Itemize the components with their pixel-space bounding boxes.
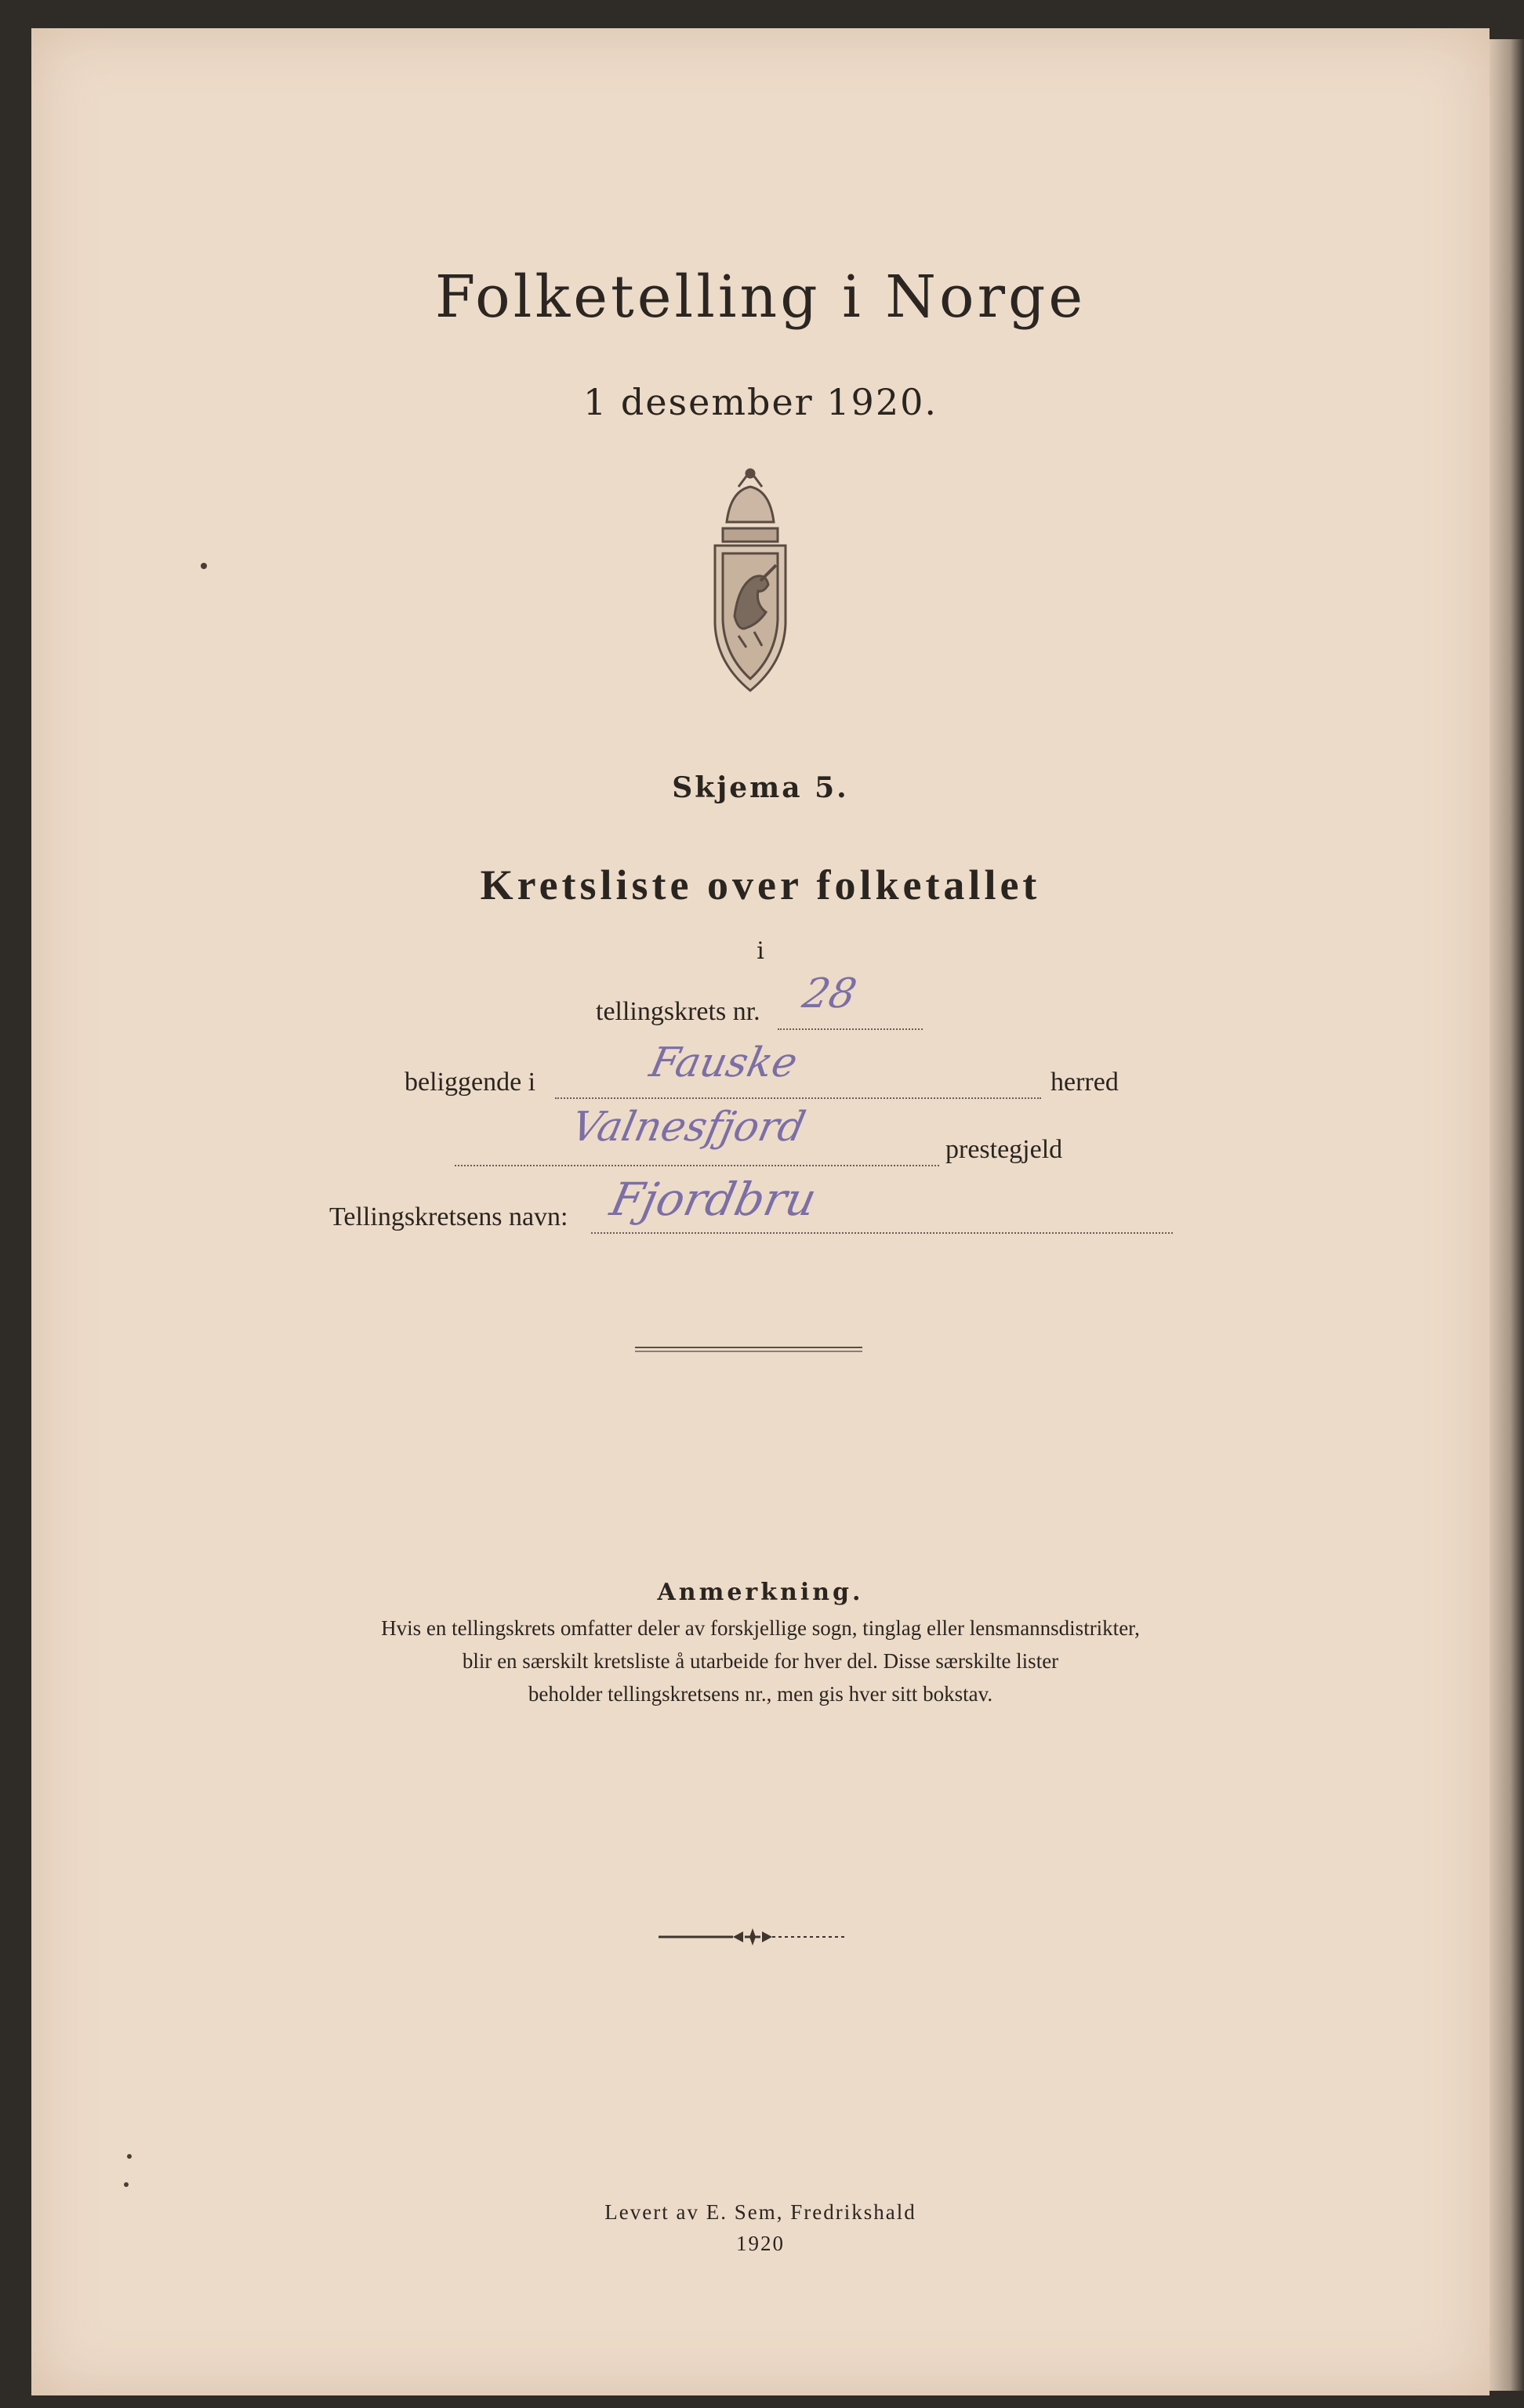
document-title: Folketelling i Norge bbox=[434, 263, 1087, 331]
census-form-page bbox=[31, 28, 1490, 2395]
remark-line-1: Hvis en tellingskrets omfatter deler av forskjellige sogn, tinglag eller lensmannsdistrikter, bbox=[381, 1616, 1140, 1640]
coat-of-arms-icon bbox=[691, 467, 809, 702]
prestegjeld-line bbox=[455, 1165, 939, 1166]
subtitle-preposition: i bbox=[757, 937, 764, 965]
prestegjeld-label: prestegjeld bbox=[945, 1135, 1063, 1164]
tellingskrets-line bbox=[778, 1028, 923, 1030]
beliggende-line bbox=[555, 1097, 1041, 1099]
printer-line-1: Levert av E. Sem, Fredrikshald bbox=[604, 2200, 916, 2224]
section-divider bbox=[635, 1347, 862, 1352]
prestegjeld-value: Valnesfjord bbox=[567, 1104, 810, 1151]
printer-info bbox=[31, 2196, 1490, 2259]
schema-number: Skjema 5. bbox=[672, 771, 849, 804]
printer-line-2: 1920 bbox=[736, 2232, 785, 2255]
document-date: 1 desember 1920. bbox=[583, 381, 938, 423]
remark-line-3: beholder tellingskretsens nr., men gis hver sitt bokstav. bbox=[528, 1682, 993, 1706]
tellingskrets-value: 28 bbox=[798, 970, 861, 1017]
blemish bbox=[201, 563, 207, 569]
navn-line bbox=[591, 1232, 1173, 1234]
beliggende-label: beliggende i bbox=[405, 1068, 536, 1097]
blemish bbox=[124, 2182, 129, 2187]
form-subtitle: Kretsliste over folketallet bbox=[480, 861, 1041, 908]
navn-label: Tellingskretsens navn: bbox=[329, 1202, 568, 1231]
remark-title: Anmerkning. bbox=[657, 1579, 864, 1606]
page-edge bbox=[1490, 39, 1524, 2391]
remark-text bbox=[31, 1612, 1490, 1710]
blemish bbox=[127, 2154, 132, 2159]
remark-line-2: blir en særskilt kretsliste å utarbeide for hver del. Disse særskilte lister bbox=[462, 1649, 1059, 1673]
navn-value: Fjordbru bbox=[605, 1173, 822, 1226]
ornament-icon bbox=[659, 1925, 847, 1949]
herred-label: herred bbox=[1050, 1068, 1119, 1097]
beliggende-value: Fauske bbox=[645, 1039, 802, 1086]
tellingskrets-label: tellingskrets nr. bbox=[596, 997, 760, 1026]
